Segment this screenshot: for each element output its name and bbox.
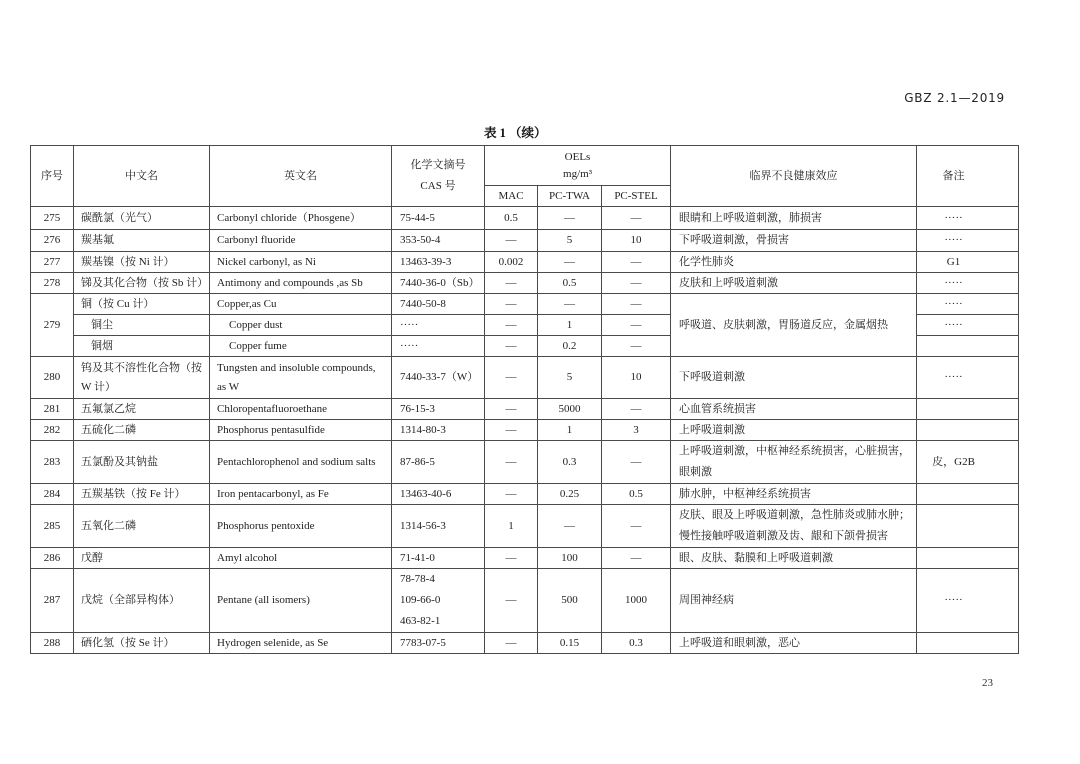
cell-cas-no: 13463-39-3 [392, 252, 485, 273]
cell-english-name: Nickel carbonyl, as Ni [210, 252, 392, 273]
cell-serial-no: 281 [31, 399, 74, 420]
cell-serial-no: 284 [31, 484, 74, 505]
table-row [31, 569, 1019, 633]
cell-english-name: Carbonyl chloride（Phosgene） [210, 207, 392, 230]
cell-pc-stel: — [602, 336, 671, 357]
cell-pc-stel: — [602, 548, 671, 569]
cell-cas-no [392, 569, 485, 633]
cell-health-effect: 呼吸道、皮肤刺激，胃肠道反应，金属烟热 [671, 294, 917, 357]
cell-health-effect: 眼睛和上呼吸道刺激，肺损害 [671, 207, 917, 230]
header-oels [485, 146, 671, 186]
cell-chinese-name: 五氟氯乙烷 [74, 399, 210, 420]
cell-cas-no: 353-50-4 [392, 230, 485, 252]
cell-pc-twa: 5 [538, 230, 602, 252]
header-oels-unit: mg/m³ [563, 167, 592, 180]
cell-pc-twa: — [538, 294, 602, 315]
cell-serial-no: 275 [31, 207, 74, 230]
header-health-effect: 临界不良健康效应 [671, 146, 917, 207]
cell-pc-stel: — [602, 294, 671, 315]
cell-line: 钨及其不溶性化合物（按 [81, 361, 202, 374]
header-cas [392, 146, 485, 207]
cell-cas-no: 87-86-5 [392, 441, 485, 484]
table-row [31, 273, 1019, 294]
cell-pc-twa: 500 [538, 569, 602, 633]
cell-line: 慢性接触呼吸道刺激及齿、龈和下颌骨损害 [679, 530, 889, 542]
table-row [31, 548, 1019, 569]
cell-pc-twa: — [538, 207, 602, 230]
cell-chinese-name: 戊醇 [74, 548, 210, 569]
cell-chinese-name: 五氯酚及其钠盐 [74, 441, 210, 484]
cell-mac: — [485, 441, 538, 484]
cell-pc-stel: — [602, 399, 671, 420]
cell-pc-twa: — [538, 505, 602, 548]
header-serial-no: 序号 [31, 146, 74, 207]
cell-pc-twa: 5000 [538, 399, 602, 420]
cell-chinese-name: 羰基镍（按 Ni 计） [74, 252, 210, 273]
header-cas-line: 化学文摘号 [410, 159, 466, 171]
cell-serial-no: 286 [31, 548, 74, 569]
cell-chinese-name [74, 357, 210, 399]
header-pc-twa: PC-TWA [538, 186, 602, 207]
table-row [31, 357, 1019, 399]
cell-pc-stel: 1000 [602, 569, 671, 633]
cell-english-name: Hydrogen selenide, as Se [210, 633, 392, 654]
table-row [31, 294, 1019, 315]
cell-remark: ····· [917, 273, 1019, 294]
cell-english-name: Phosphorus pentoxide [210, 505, 392, 548]
cell-chinese-name: 五羰基铁（按 Fe 计） [74, 484, 210, 505]
cell-english-name: Amyl alcohol [210, 548, 392, 569]
cell-health-effect: 下呼吸道刺激，骨损害 [671, 230, 917, 252]
cell-pc-stel: — [602, 207, 671, 230]
cell-health-effect: 化学性肺炎 [671, 252, 917, 273]
cell-chinese-name: 碳酰氯（光气） [74, 207, 210, 230]
cell-chinese-name: 硒化氢（按 Se 计） [74, 633, 210, 654]
cell-line: 78-78-4 [400, 573, 435, 585]
cell-pc-stel: 10 [602, 357, 671, 399]
cell-pc-twa: 0.15 [538, 633, 602, 654]
cell-chinese-name: 锑及其化合物（按 Sb 计） [74, 273, 210, 294]
cell-remark: ····· [917, 569, 1019, 633]
cell-chinese-name: 五氧化二磷 [74, 505, 210, 548]
cell-health-effect: 眼、皮肤、黏膜和上呼吸道刺激 [671, 548, 917, 569]
cell-cas-no: 76-15-3 [392, 399, 485, 420]
cell-line: as W [217, 380, 240, 393]
cell-remark: 皮，G2B [917, 441, 1019, 484]
header-oels-label: OELs [564, 150, 591, 163]
cell-english-name: Pentachlorophenol and sodium salts [210, 441, 392, 484]
table-caption: 表 1 （续） [484, 126, 547, 140]
cell-mac: — [485, 548, 538, 569]
cell-pc-stel: 0.5 [602, 484, 671, 505]
cell-cas-no: 13463-40-6 [392, 484, 485, 505]
cell-cas-no: 1314-56-3 [392, 505, 485, 548]
cell-remark: G1 [917, 252, 1019, 273]
cell-mac: 0.5 [485, 207, 538, 230]
cell-line: 皮肤、眼及上呼吸道刺激，急性肺炎或肺水肿； [679, 509, 911, 521]
cell-chinese-name: 铜尘 [74, 315, 210, 336]
cell-chinese-name: 戊烷（全部异构体） [74, 569, 210, 633]
cell-remark [917, 484, 1019, 505]
oel-table [30, 145, 1019, 654]
cell-health-effect: 心血管系统损害 [671, 399, 917, 420]
header-mac: MAC [485, 186, 538, 207]
cell-chinese-name: 羰基氟 [74, 230, 210, 252]
cell-serial-no: 287 [31, 569, 74, 633]
cell-line: 上呼吸道刺激，中枢神经系统损害，心脏损害， [679, 445, 911, 457]
cell-pc-stel: 0.3 [602, 633, 671, 654]
cell-serial-no: 288 [31, 633, 74, 654]
cell-mac: 0.002 [485, 252, 538, 273]
header-chinese-name: 中文名 [74, 146, 210, 207]
table-row [31, 207, 1019, 230]
cell-pc-twa: 1 [538, 420, 602, 441]
cell-pc-twa: 0.5 [538, 273, 602, 294]
table-row [31, 441, 1019, 484]
standard-code: GBZ 2.1—2019 [904, 91, 1005, 105]
cell-remark [917, 420, 1019, 441]
cell-health-effect: 上呼吸道和眼刺激，恶心 [671, 633, 917, 654]
cell-remark [917, 505, 1019, 548]
cell-cas-no: 1314-80-3 [392, 420, 485, 441]
cell-pc-twa: 5 [538, 357, 602, 399]
cell-health-effect [671, 505, 917, 548]
cell-pc-twa: 0.2 [538, 336, 602, 357]
table-row [31, 399, 1019, 420]
cell-english-name: Iron pentacarbonyl, as Fe [210, 484, 392, 505]
table-row [31, 252, 1019, 273]
cell-english-name [210, 357, 392, 399]
cell-remark [917, 633, 1019, 654]
cell-line: 109-66-0 [400, 594, 441, 606]
cell-serial-no: 276 [31, 230, 74, 252]
cell-mac: — [485, 633, 538, 654]
cell-english-name: Copper fume [210, 336, 392, 357]
table-row [31, 633, 1019, 654]
table-row [31, 230, 1019, 252]
cell-english-name: Pentane (all isomers) [210, 569, 392, 633]
cell-english-name: Carbonyl fluoride [210, 230, 392, 252]
cell-serial-no: 277 [31, 252, 74, 273]
cell-health-effect: 周围神经病 [671, 569, 917, 633]
cell-english-name: Chloropentafluoroethane [210, 399, 392, 420]
cell-pc-stel: — [602, 505, 671, 548]
cell-cas-no: 75-44-5 [392, 207, 485, 230]
cell-health-effect [671, 441, 917, 484]
cell-mac: — [485, 420, 538, 441]
cell-pc-twa: 100 [538, 548, 602, 569]
header-pc-stel: PC-STEL [602, 186, 671, 207]
cell-pc-stel: — [602, 273, 671, 294]
cell-mac: — [485, 230, 538, 252]
cell-remark: ····· [917, 294, 1019, 315]
cell-pc-twa: 0.25 [538, 484, 602, 505]
cell-health-effect: 下呼吸道刺激 [671, 357, 917, 399]
cell-pc-twa: 1 [538, 315, 602, 336]
cell-chinese-name: 铜烟 [74, 336, 210, 357]
header-row [31, 146, 1019, 186]
cell-pc-stel: 3 [602, 420, 671, 441]
cell-mac: — [485, 273, 538, 294]
header-cas-line: CAS 号 [420, 180, 456, 192]
cell-serial-no: 278 [31, 273, 74, 294]
cell-chinese-name: 五硫化二磷 [74, 420, 210, 441]
header-english-name: 英文名 [210, 146, 392, 207]
cell-health-effect: 上呼吸道刺激 [671, 420, 917, 441]
cell-english-name: Copper,as Cu [210, 294, 392, 315]
cell-pc-twa: 0.3 [538, 441, 602, 484]
cell-cas-no: 71-41-0 [392, 548, 485, 569]
cell-english-name: Phosphorus pentasulfide [210, 420, 392, 441]
table-row [31, 484, 1019, 505]
page-number: 23 [982, 677, 993, 689]
cell-mac: — [485, 484, 538, 505]
cell-mac: 1 [485, 505, 538, 548]
cell-remark: ····· [917, 357, 1019, 399]
cell-english-name: Antimony and compounds ,as Sb [210, 273, 392, 294]
cell-pc-stel: — [602, 252, 671, 273]
cell-remark: ····· [917, 207, 1019, 230]
cell-cas-no: 7440-36-0（Sb） [392, 273, 485, 294]
cell-line: 463-82-1 [400, 615, 441, 627]
cell-cas-no: 7440-50-8 [392, 294, 485, 315]
table-row [31, 505, 1019, 548]
cell-pc-stel: — [602, 315, 671, 336]
cell-remark: ····· [917, 315, 1019, 336]
cell-serial-no: 283 [31, 441, 74, 484]
cell-cas-no: 7783-07-5 [392, 633, 485, 654]
cell-remark: ····· [917, 230, 1019, 252]
cell-english-name: Copper dust [210, 315, 392, 336]
cell-health-effect: 肺水肿，中枢神经系统损害 [671, 484, 917, 505]
cell-serial-no: 282 [31, 420, 74, 441]
cell-mac: — [485, 294, 538, 315]
cell-chinese-name: 铜（按 Cu 计） [74, 294, 210, 315]
cell-pc-stel: 10 [602, 230, 671, 252]
cell-serial-no: 285 [31, 505, 74, 548]
cell-health-effect: 皮肤和上呼吸道刺激 [671, 273, 917, 294]
cell-remark [917, 336, 1019, 357]
table-row [31, 420, 1019, 441]
cell-mac: — [485, 336, 538, 357]
cell-line: Tungsten and insoluble compounds, [217, 361, 376, 374]
cell-cas-no: 7440-33-7（W） [392, 357, 485, 399]
cell-mac: — [485, 357, 538, 399]
cell-mac: — [485, 315, 538, 336]
cell-line: 眼刺激 [679, 466, 713, 478]
cell-remark [917, 548, 1019, 569]
cell-cas-no: ····· [392, 315, 485, 336]
cell-line: W 计） [81, 380, 116, 393]
cell-mac: — [485, 569, 538, 633]
cell-pc-twa: — [538, 252, 602, 273]
cell-remark [917, 399, 1019, 420]
header-remark: 备注 [917, 146, 1019, 207]
cell-pc-stel: — [602, 441, 671, 484]
cell-mac: — [485, 399, 538, 420]
cell-serial-no: 280 [31, 357, 74, 399]
cell-cas-no: ····· [392, 336, 485, 357]
cell-serial-no: 279 [31, 294, 74, 357]
